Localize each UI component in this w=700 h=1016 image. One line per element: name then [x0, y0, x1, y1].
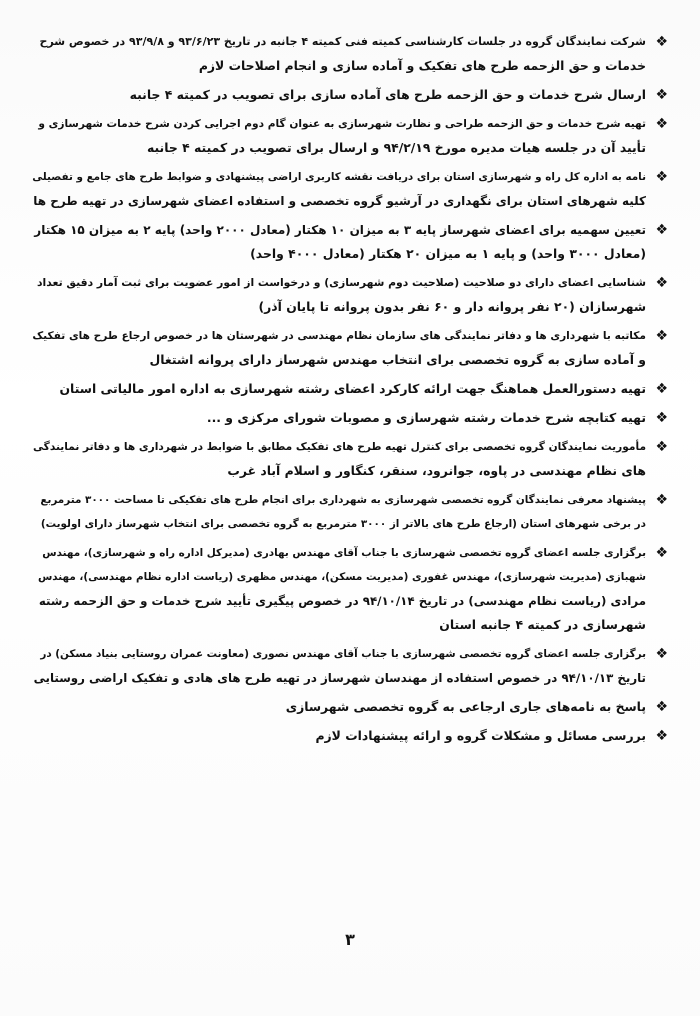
bullet-icon: ❖ — [655, 87, 668, 103]
item-line: تهیه شرح خدمات و حق الزحمه طراحی و نظارت شهرسازی به عنوان گام دوم اجرایی کردن شرح خدمات شهرسازی و — [38, 118, 646, 130]
item-line: تأیید آن در جلسه هیات مدیره مورخ ۹۴/۲/۱۹ و ارسال برای تصویب در کمیته ۴ جانبه — [146, 140, 646, 155]
list-item — [32, 488, 668, 536]
list-item — [32, 218, 668, 266]
list-item — [32, 30, 668, 78]
item-line: شناسایی اعضای دارای دو صلاحیت (صلاحیت دوم شهرسازی) و درخواست از امور عضویت برای ثبت آمار دقیق تعداد — [37, 276, 646, 289]
bullet-icon: ❖ — [655, 116, 668, 132]
bullet-icon: ❖ — [655, 381, 668, 397]
item-line: خدمات و حق الزحمه طرح های تفکیک و آماده سازی و انجام اصلاحات لازم — [198, 58, 646, 73]
list-item — [32, 112, 668, 160]
bullet-icon: ❖ — [655, 545, 668, 561]
item-line: تهیه کتابچه شرح خدمات رشته شهرسازی و مصوبات شورای مرکزی و ... — [206, 410, 646, 425]
item-line: در برخی شهرهای استان (ارجاع طرح های بالاتر از ۳۰۰۰ مترمربع به گروه تخصصی برای انتخاب شهرساز دارای اولویت) — [40, 518, 646, 530]
item-line: مأموریت نمایندگان گروه تخصصی برای کنترل تهیه طرح های تفکیک مطابق با ضوابط در شهرداری ها و دفاتر نمایندگی — [32, 441, 646, 453]
item-line: برگزاری جلسه اعضای گروه تخصصی شهرسازی با جناب آقای مهندس نصوری (معاونت عمران روستایی بنیاد مسکن) در — [40, 648, 646, 660]
bullet-icon: ❖ — [655, 492, 668, 508]
bullet-icon: ❖ — [655, 222, 668, 238]
list-item — [32, 541, 668, 637]
item-line: شرکت نمایندگان گروه در جلسات کارشناسی کمیته فنی کمیته ۴ جانبه در تاریخ ۹۳/۶/۲۳ و ۹۳/۹/۸ در خصوص شرح — [39, 35, 646, 48]
item-line: تهیه دستورالعمل هماهنگ جهت ارائه کارکرد اعضای رشته شهرسازی به اداره امور مالیاتی استان — [59, 381, 646, 396]
list-item — [32, 165, 668, 213]
list-item — [32, 377, 668, 401]
item-line: شهبازی (مدیریت شهرسازی)، مهندس غفوری (مدیریت مسکن)، مهندس مظهری (ریاست اداره نظام مهندسی)، مهندس — [37, 571, 646, 583]
bullet-icon: ❖ — [655, 699, 668, 715]
bullet-icon: ❖ — [655, 169, 668, 185]
bullet-icon: ❖ — [655, 439, 668, 455]
item-line: برگزاری جلسه اعضای گروه تخصصی شهرسازی با جناب آقای مهندس بهادری (مدیرکل اداره راه و شهرسازی)، مهندس — [42, 547, 646, 559]
list-item — [32, 642, 668, 690]
item-line: پیشنهاد معرفی نمایندگان گروه تخصصی شهرسازی به شهرداری برای انجام طرح های تفکیکی تا مساحت ۳۰۰۰ مترمربع — [40, 494, 646, 506]
item-line: ارسال شرح خدمات و حق الزحمه طرح های آماده سازی برای تصویب در کمیته ۴ جانبه — [129, 87, 646, 102]
list-item — [32, 435, 668, 483]
bullet-list — [32, 30, 668, 753]
list-item — [32, 324, 668, 372]
item-line: پاسخ به نامه‌های جاری ارجاعی به گروه تخصصی شهرسازی — [285, 699, 646, 714]
page-number: ۳ — [345, 930, 355, 949]
bullet-icon: ❖ — [655, 328, 668, 344]
item-line: مرادی (ریاست نظام مهندسی) در تاریخ ۹۴/۱۰/۱۴ در خصوص پیگیری تأیید شرح خدمات و حق الزحمه رشته — [38, 594, 646, 608]
bullet-icon: ❖ — [655, 410, 668, 426]
bullet-icon: ❖ — [655, 728, 668, 744]
item-line: کلیه شهرهای استان برای نگهداری در آرشیو گروه تخصصی و استفاده اعضای شهرسازی در تهیه طرح ها — [33, 194, 646, 208]
item-line: های نظام مهندسی در پاوه، جوانرود، سنقر، کنگاور و اسلام آباد غرب — [227, 463, 646, 478]
item-line: شهرسازان (۲۰ نفر پروانه دار و ۶۰ نفر بدون پروانه تا پایان آذر) — [258, 299, 646, 314]
bullet-icon: ❖ — [655, 34, 668, 50]
item-line: مکاتبه با شهرداری ها و دفاتر نمایندگی های سازمان نظام مهندسی در شهرستان ها در خصوص ارجاع طرح های تفکیک — [32, 330, 646, 342]
list-item — [32, 406, 668, 430]
bullet-icon: ❖ — [655, 275, 668, 291]
list-item — [32, 695, 668, 719]
item-line: و آماده سازی به گروه تخصصی برای انتخاب مهندس شهرساز دارای پروانه اشتغال — [149, 352, 646, 367]
item-line: تعیین سهمیه برای اعضای شهرساز پایه ۳ به میزان ۱۰ هکتار (معادل ۲۰۰۰ واحد) پایه ۲ به میزان ۱۵ هکتار — [34, 223, 646, 237]
list-item — [32, 271, 668, 319]
item-line: شهرسازی در کمیته ۴ جانبه استان — [439, 617, 646, 632]
item-line: نامه به اداره کل راه و شهرسازی استان برای دریافت نقشه کاربری اراضی پیشنهادی و ضوابط طرح های جامع و تفصیلی — [32, 171, 646, 183]
item-line: بررسی مسائل و مشکلات گروه و ارائه پیشنهادات لازم — [315, 728, 646, 743]
list-item — [32, 83, 668, 107]
item-line: (معادل ۳۰۰۰ واحد) و پایه ۱ به میزان ۲۰ هکتار (معادل ۴۰۰۰ واحد) — [250, 246, 646, 261]
item-line: تاریخ ۹۴/۱۰/۱۳ در خصوص استفاده از مهندسان شهرساز در تهیه طرح های هادی و تفکیک اراضی روستایی — [33, 671, 646, 685]
bullet-icon: ❖ — [655, 646, 668, 662]
list-item — [32, 724, 668, 748]
